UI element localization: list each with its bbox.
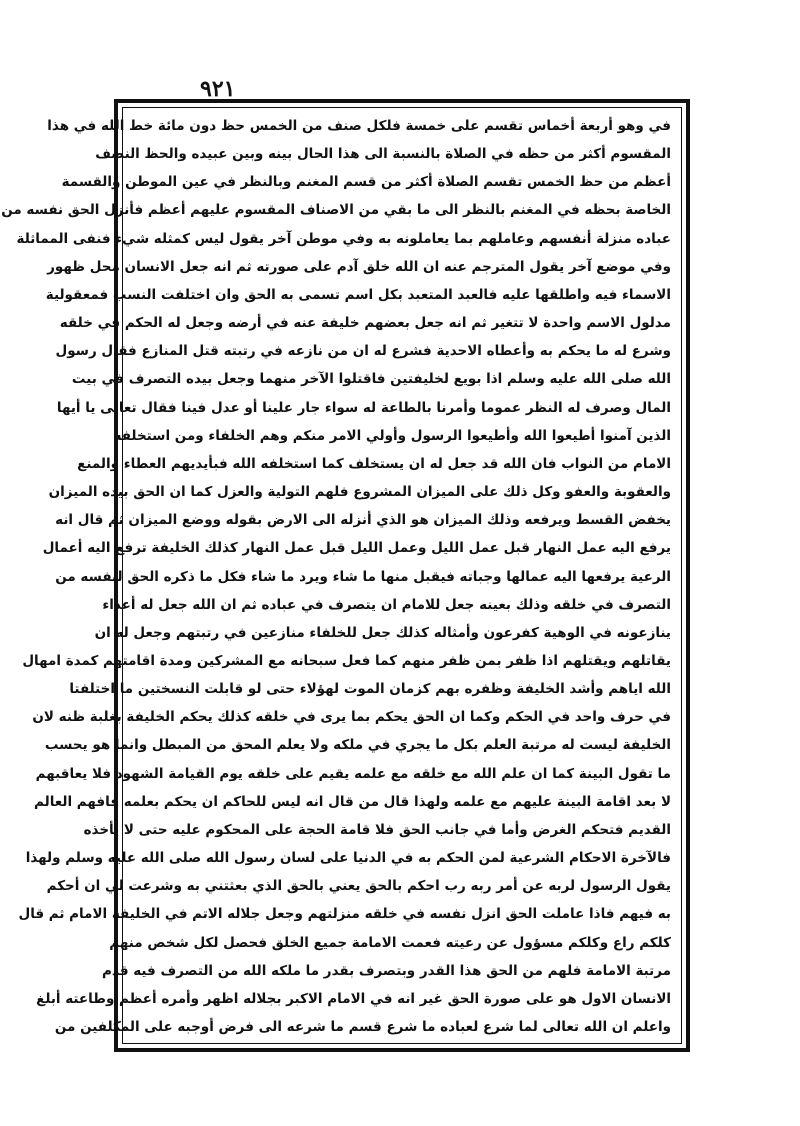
text-line: الخليفة ليست له مرتبة العلم بكل ما يجري في ملكه ولا يعلم المحق من المبطل وانما هو يحسب — [44, 737, 671, 754]
text-line: به فيهم فاذا عاملت الحق انزل نفسه في خلقه منزلتهم وجعل جلاله الاتم في الخليفة الامام ثم قال — [18, 906, 671, 923]
text-line: مرتبة الامامة فلهم من الحق هذا القدر وبتصرف بقدر ما ملكه الله من التصرف فيه قدم — [102, 962, 671, 979]
text-line: المال وصرف له النظر عموما وأمرنا بالطاعة له سواء جار علينا أو عدل فينا فقال تعالى يا أيها — [56, 399, 671, 416]
text-line: يخفض القسط ويرفعه وذلك الميزان هو الذي أنزله الى الارض بقوله ووضع الميزان ثم قال انه — [55, 512, 671, 529]
text-line: يقول الرسول لربه عن أمر ربه رب احكم بالحق يعني بالحق الذي بعثتني به وشرعت لي ان أحكم — [46, 878, 671, 895]
text-line: مدلول الاسم واحدة لا تتغير ثم انه جعل بعضهم خليفة عنه في أرضه وجعل له الحكم في خلقه — [59, 315, 671, 332]
text-line: الله اياهم وأشد الخليفة وظفره بهم كزمان الموت لهؤلاء حتى لو قابلت النسختين ما اختلفتا — [69, 681, 671, 698]
text-line: أعظم من حظ الخمس تقسم الصلاة أكثر من قسم المغنم وبالنظر في عين الموطن والقسمة — [61, 174, 671, 191]
text-line: المقسوم أكثر من حظه في الصلاة بالنسبة الى هذا الحال بينه وبين عبيده والحظ النصف — [95, 146, 671, 163]
text-line: في وهو أربعة أخماس تقسم على خمسة فلكل صنف من الخمس حظ دون مائة خط الله في هذا — [47, 118, 671, 134]
text-line: وشرع له ما يحكم به وأعطاه الاحدية فشرع له ان من نازعه في رتبته قتل المنازع فقال رسول — [55, 343, 671, 360]
text-line: ما تقول البينة كما ان علم الله مع خلقه مع علمه يقيم على خلقه يوم القيامة الشهود فلا يعاقبهم — [35, 765, 671, 782]
page-inner-border — [1, 107, 682, 1044]
text-line: الله صلى الله عليه وسلم اذا بويع لخليفتين فاقتلوا الآخر منهما وجعل بيده التصرف في بيت — [71, 371, 671, 388]
text-line: والعقوبة والعفو وكل ذلك على الميزان المشروع فلهم التولية والعزل كما ان الحق بيده الميزان — [48, 484, 671, 501]
text-line: لا بعد اقامة البينة عليهم مع علمه ولهذا قال من قال انه ليس للحاكم ان يحكم بعلمه فافهم العالم — [34, 793, 671, 810]
text-line: في حرف واحد في الحكم وكما ان الحق يحكم بما يرى في خلقه كذلك يحكم الخليفة بغلبة ظنه لان — [32, 709, 671, 726]
text-line: يقاتلهم ويقتلهم اذا ظفر بمن ظفر منهم كما فعل سبحانه مع المشركين ومدة اقامتهم كمدة امهال — [22, 652, 671, 669]
text-line: الخاصة بحظه في المغنم بالنظر الى ما بقي من الاصناف المقسوم عليهم أعظم فأنزل الحق نفسه من — [1, 202, 671, 219]
page-border — [1, 99, 690, 1052]
text-line: الاسماء فيه واطلقها عليه فالعبد المتعبد بكل اسم تسمى به الحق وان اختلفت النسب فمعقولية — [45, 286, 671, 303]
text-line: الانسان الاول هو على صورة الحق غير انه في الامام الاكبر بجلاله اظهر وأمره أعظم وطاعته أبلغ — [36, 990, 671, 1007]
text-line: القديم فتحكم الغرض وأما في جانب الحق فلا قامة الحجة على المحكوم عليه حتى لا يأخذه — [83, 821, 671, 838]
text-line: عباده منزلة أنفسهم وعاملهم بما يعاملونه به وفي موطن آخر يقول ليس كمثله شيء فنفى المماثلة — [16, 230, 671, 247]
text-line: واعلم ان الله تعالى لما شرع لعباده ما شرع قسم ما شرعه الى فرض أوجبه على المكلفين من — [54, 1019, 671, 1035]
text-line: يرفع اليه عمل النهار قبل عمل الليل وعمل الليل قبل عمل النهار كذلك الخليفة ترفع اليه أعمال — [42, 540, 671, 557]
text-line: ينازعونه في الوهية كفرعون وأمثاله كذلك جعل للخلفاء منازعين في رتبتهم وجعل له ان — [94, 624, 671, 641]
text-line: فالآخرة الاحكام الشرعية لمن الحكم به في الدنيا على لسان رسول الله صلى الله عليه وسلم ولهذا — [25, 850, 671, 867]
text-line: وفي موضع آخر يقول المترجم عنه ان الله خلق آدم على صورته ثم انه جعل الانسان محل ظهور — [47, 258, 671, 275]
text-line: الذين آمنوا أطيعوا الله وأطيعوا الرسول وأولي الامر منكم وهم الخلفاء ومن استخلفه — [113, 427, 671, 444]
page-number: ۹۲۱ — [200, 76, 236, 102]
text-line: الرعية يرفعها اليه عمالها وجباته فيقبل منها ما شاء ويرد ما شاء فكل ما ذكره الحق لنفسه من — [55, 568, 671, 585]
text-line: كلكم راع وكلكم مسؤول عن رعيته فعمت الامامة جميع الخلق فحصل لكل شخص منهم — [109, 934, 671, 951]
text-line: الامام من النواب فان الله قد جعل له ان يستخلف كما استخلفه الله فبأيديهم العطاء والمنع — [77, 455, 671, 472]
text-line: التصرف في خلقه وذلك بعينه جعل للامام ان يتصرف في عباده ثم ان الله جعل له أعداء — [102, 596, 671, 613]
arabic-text-block — [1, 116, 671, 1037]
